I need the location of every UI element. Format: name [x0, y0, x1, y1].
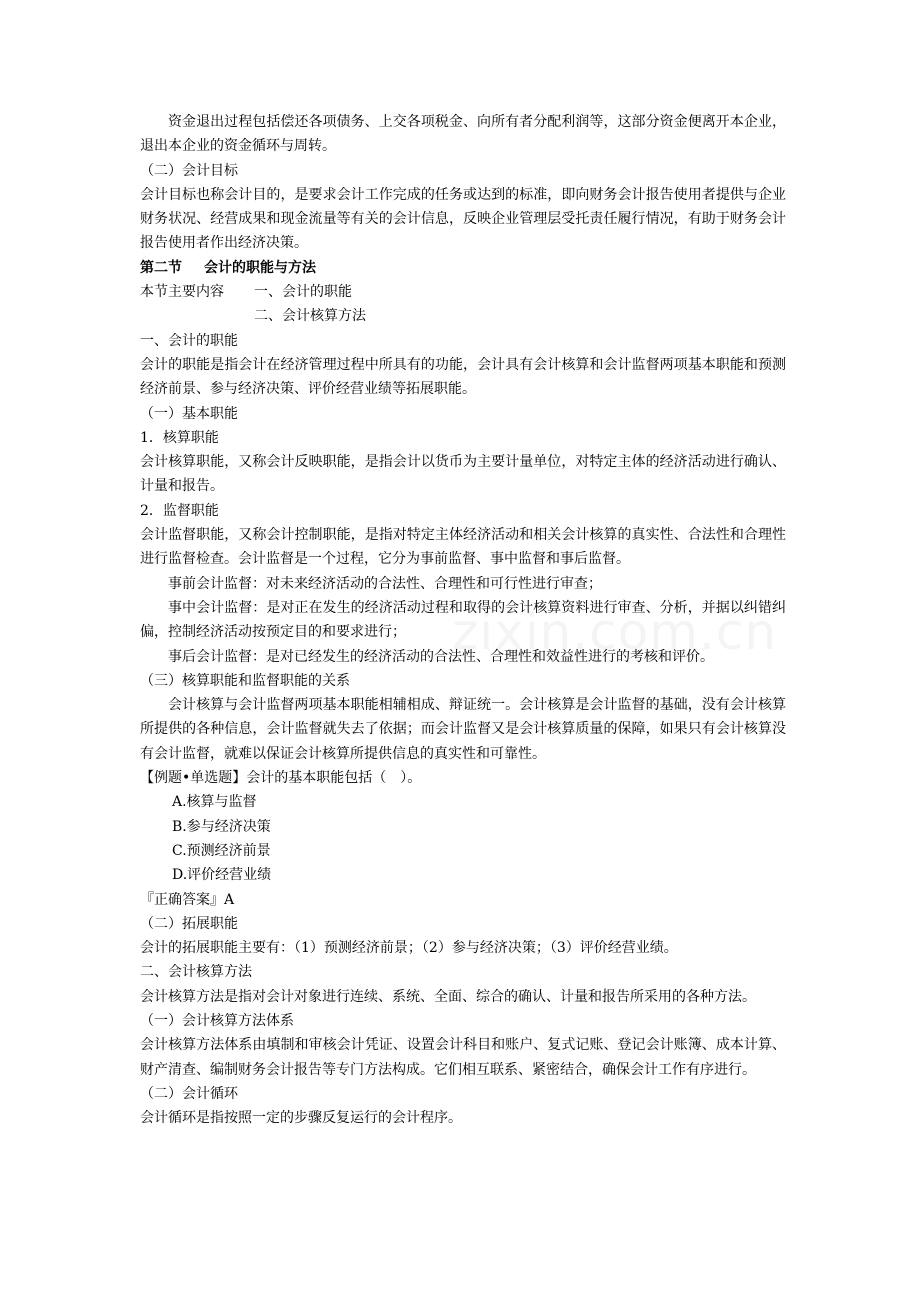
summary-item-functions: 一、会计的职能 — [254, 284, 352, 301]
paragraph-method-system: 会计核算方法体系由填制和审核会计凭证、设置会计科目和账户、复式记账、登记会计账簿、成本计算、财产清查、编制财务会计报告等专门方法构成。它们相互联系、紧密结合，确保会计工作有序进行。 — [140, 1037, 786, 1078]
heading-accounting-methods: 二、会计核算方法 — [140, 964, 252, 981]
section-summary-row-1 — [140, 280, 786, 304]
option-a: A.核算与监督 — [172, 794, 257, 811]
paragraph-mid-supervision: 事中会计监督：是对正在发生的经济活动过程和取得的会计核算资料进行审查、分析，并据以纠错纠偏，控制经济活动按预定目的和要求进行； — [140, 599, 786, 641]
section-summary-row-2 — [140, 304, 786, 328]
heading-function-relationship: （三）核算职能和监督职能的关系 — [140, 672, 350, 689]
paragraph-function-relationship: 会计核算与会计监督两项基本职能相辅相成、辩证统一。会计核算是会计监督的基础，没有会计核算所提供的各种信息，会计监督就失去了依据；而会计监督又是会计核算质量的保障，如果只有会计核算没有会计监督，就难以保证会计核算所提供信息的真实性和可靠性。 — [140, 697, 786, 762]
heading-basic-functions: （一）基本职能 — [140, 405, 238, 422]
paragraph-accounting-function: 会计核算职能，又称会计反映职能，是指会计以货币为主要计量单位，对特定主体的经济活动进行确认、计量和报告。 — [140, 454, 786, 495]
example-question: 【例题•单选题】会计的基本职能包括（ ）。 — [140, 770, 422, 787]
paragraph-accounting-cycle: 会计循环是指按照一定的步骤反复运行的会计程序。 — [140, 1110, 462, 1127]
section-name: 会计的职能与方法 — [204, 259, 316, 276]
option-d: D.评价经营业绩 — [172, 867, 272, 884]
paragraph-pre-supervision: 事前会计监督：对未来经济活动的合法性、合理性和可行性进行审查； — [168, 575, 602, 592]
paragraph-accounting-goal: 会计目标也称会计目的，是要求会计工作完成的任务或达到的标准，即向财务会计报告使用者提供与企业财务状况、经营成果和现金流量等有关的会计信息，反映企业管理层受托责任履行情况，有助于财务会计报告使用者作出经济决策。 — [140, 186, 786, 252]
section-title — [140, 256, 786, 280]
paragraph-capital-exit: 资金退出过程包括偿还各项债务、上交各项税金、向所有者分配利润等，这部分资金便离开本企业，退出本企业的资金循环与周转。 — [140, 114, 786, 155]
heading-functions: 一、会计的职能 — [140, 332, 238, 349]
option-c: C.预测经济前景 — [172, 842, 271, 859]
paragraph-functions: 会计的职能是指会计在经济管理过程中所具有的功能，会计具有会计核算和会计监督两项基本职能和预测经济前景、参与经济决策、评价经营业绩等拓展职能。 — [140, 356, 786, 398]
section-number: 第二节 — [140, 259, 182, 276]
heading-accounting-function: 1．核算职能 — [140, 429, 219, 446]
correct-answer: 『正确答案』A — [140, 891, 235, 908]
heading-supervision-function: 2．监督职能 — [140, 502, 219, 519]
paragraph-accounting-methods: 会计核算方法是指对会计对象进行连续、系统、全面、综合的确认、计量和报告所采用的各种方法。 — [140, 988, 756, 1005]
heading-extended-functions: （二）拓展职能 — [140, 915, 238, 932]
summary-item-methods: 二、会计核算方法 — [254, 308, 366, 325]
paragraph-supervision-function: 会计监督职能，又称会计控制职能，是指对特定主体经济活动和相关会计核算的真实性、合法性和合理性进行监督检查。会计监督是一个过程，它分为事前监督、事中监督和事后监督。 — [140, 527, 786, 568]
heading-accounting-cycle: （二）会计循环 — [140, 1085, 238, 1102]
document-body — [140, 110, 786, 1130]
heading-method-system: （一）会计核算方法体系 — [140, 1012, 294, 1029]
paragraph-post-supervision: 事后会计监督：是对已经发生的经济活动的合法性、合理性和效益性进行的考核和评价。 — [168, 648, 714, 665]
paragraph-extended-functions: 会计的拓展职能主要有：（1）预测经济前景；（2）参与经济决策；（3）评价经营业绩。 — [140, 940, 678, 957]
option-b: B.参与经济决策 — [172, 818, 271, 835]
heading-accounting-goal: （二）会计目标 — [140, 162, 238, 179]
summary-label: 本节主要内容 — [140, 284, 224, 301]
